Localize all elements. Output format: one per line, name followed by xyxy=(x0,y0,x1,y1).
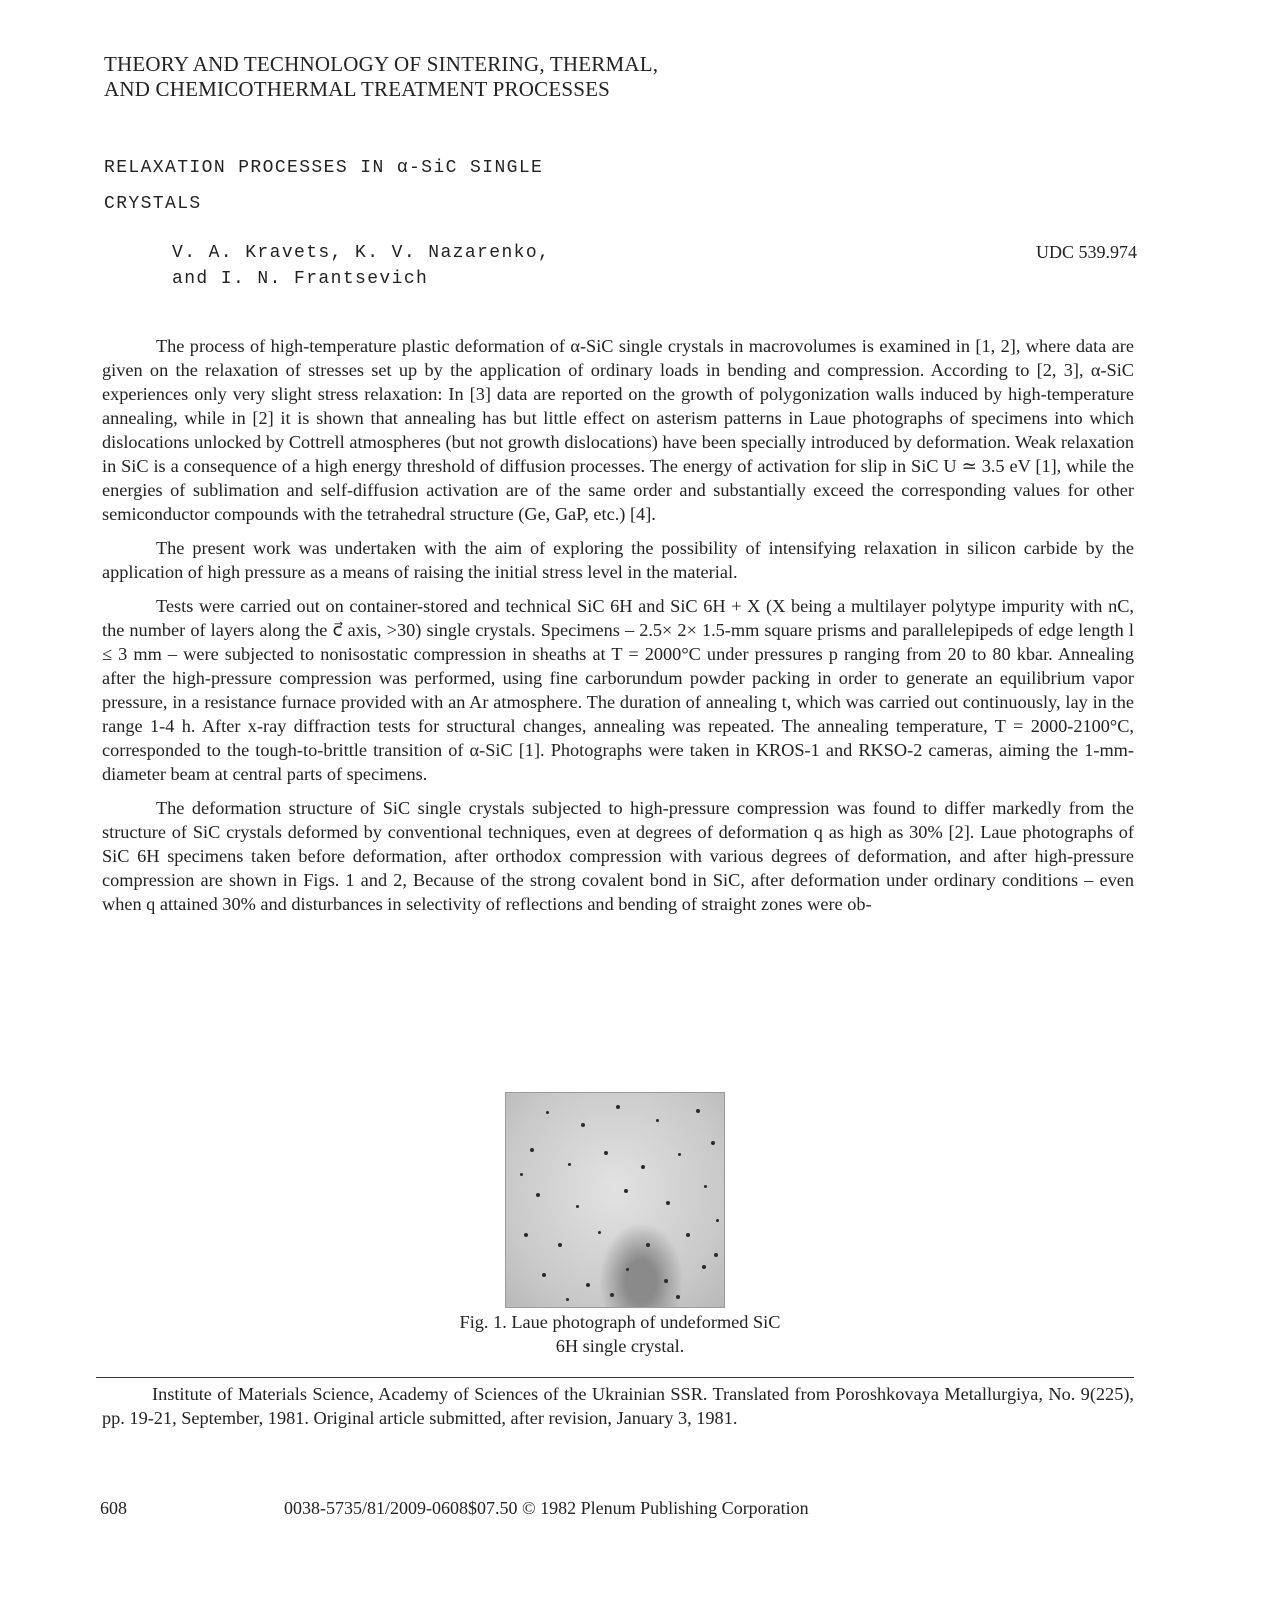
diffraction-spot xyxy=(566,1298,569,1301)
diffraction-spot xyxy=(656,1119,659,1122)
diffraction-spot xyxy=(546,1111,549,1114)
paragraph-2: The present work was undertaken with the aim of exploring the possibility of intensifying relaxation in silicon carbide by the application of high pressure as a means of raising the initial stress level in the material. xyxy=(102,538,1134,582)
article-title-line-2: CRYSTALS xyxy=(104,194,202,214)
diffraction-spot xyxy=(520,1173,523,1176)
figure-caption-line-2: 6H single crystal. xyxy=(555,1336,685,1356)
diffraction-spot xyxy=(714,1253,718,1257)
paragraph-1: The process of high-temperature plastic deformation of α-SiC single crystals in macrovolumes is examined in [1, 2], where data are given on the relaxation of stresses set up by the application of ordinary loads in bending and compression. According to [2, 3], α-SiC experiences only very slight stress relaxation: In [3] data are reported on the growth of polygonization walls induced by high-temperature annealing, while in [2] it is shown that annealing has but little effect on asterism patterns in Laue photographs of specimens into which dislocations unlocked by Cottrell atmospheres (but not growth dislocations) have been specially introduced by deformation. Weak relaxation in SiC is a consequence of a high energy threshold of diffusion processes. The energy of activation for slip in SiC U ≃ 3.5 eV [1], while the energies of sublimation and self-diffusion activation are of the same order and substantially exceed the corresponding values for other semiconductor compounds with the tetrahedral structure (Ge, GaP, etc.) [4]. xyxy=(102,336,1134,524)
diffraction-spot xyxy=(704,1185,707,1188)
diffraction-spot xyxy=(524,1233,528,1237)
diffraction-spot xyxy=(676,1295,680,1299)
diffraction-spot xyxy=(581,1123,585,1127)
section-heading-line-1: THEORY AND TECHNOLOGY OF SINTERING, THERMAL, xyxy=(104,52,659,76)
article-body xyxy=(102,334,1134,926)
diffraction-spot xyxy=(568,1163,571,1166)
section-heading-line-2: AND CHEMICOTHERMAL TREATMENT PROCESSES xyxy=(104,77,611,101)
udc-code: UDC 539.974 xyxy=(1035,242,1137,262)
footnote-text: Institute of Materials Science, Academy of Sciences of the Ukrainian SSR. Translated from Poroshkovaya Metallurgiya, No. 9(225), pp. 19-21, September, 1981. Original article submitted, after revision, January 3, 1981. xyxy=(102,1384,1134,1428)
authors-line-1: V. A. Kravets, K. V. Nazarenko, xyxy=(172,243,551,263)
footnote-divider xyxy=(96,1377,1134,1378)
laue-photograph-figure xyxy=(505,1092,725,1308)
diffraction-spot xyxy=(664,1279,668,1283)
figure-caption xyxy=(380,1310,860,1358)
diffraction-spot xyxy=(586,1283,590,1287)
figure-caption-line-1: Fig. 1. Laue photograph of undeformed SiC xyxy=(459,1312,781,1332)
paragraph-3: Tests were carried out on container-stored and technical SiC 6H and SiC 6H + X (X being a multilayer polytype impurity with nC, the number of layers along the c⃗ axis, >30) single crystals. Specimens – 2.5× 2× 1.5-mm square prisms and parallelepipeds of edge length l ≤ 3 mm – were subjected to nonisostatic compression in sheaths at T = 2000°C under pressures p ranging from 20 to 80 kbar. Annealing after the high-pressure compression was performed, using fine carborundum powder packing in order to generate an equilibrium vapor pressure, in a resistance furnace provided with an Ar atmosphere. The duration of annealing t, which was carried out continuously, lay in the range 1-4 h. After x-ray diffraction tests for structural changes, annealing was repeated. The annealing temperature, T = 2000-2100°C, corresponded to the tough-to-brittle transition of α-SiC [1]. Photographs were taken in KROS-1 and RKSO-2 cameras, aiming the 1-mm-diameter beam at central parts of specimens. xyxy=(102,596,1134,784)
diffraction-spot xyxy=(542,1273,546,1277)
author-list xyxy=(172,240,772,292)
diffraction-spot xyxy=(610,1293,614,1297)
diffraction-spot xyxy=(598,1231,601,1234)
authors-line-2: and I. N. Frantsevich xyxy=(172,269,429,289)
diffraction-spot xyxy=(641,1165,645,1169)
diffraction-spot xyxy=(646,1243,650,1247)
diffraction-spot xyxy=(666,1201,670,1205)
copyright-line: 0038-5735/81/2009-0608$07.50 © 1982 Plenum Publishing Corporation xyxy=(284,1498,809,1518)
diffraction-spot xyxy=(616,1105,620,1109)
diffraction-spot xyxy=(686,1233,690,1237)
footnote xyxy=(102,1382,1134,1430)
diffraction-spot xyxy=(536,1193,540,1197)
diffraction-spot xyxy=(711,1141,715,1145)
diffraction-spot xyxy=(626,1268,629,1271)
diffraction-spot xyxy=(702,1265,706,1269)
diffraction-spot xyxy=(716,1219,719,1222)
article-title xyxy=(104,150,804,222)
diffraction-spot xyxy=(624,1189,628,1193)
diffraction-spot xyxy=(678,1153,681,1156)
diffraction-spot xyxy=(696,1109,700,1113)
diffraction-spot xyxy=(604,1151,608,1155)
page-number: 608 xyxy=(100,1498,127,1518)
diffraction-spot xyxy=(576,1205,579,1208)
paragraph-4: The deformation structure of SiC single crystals subjected to high-pressure compression was found to differ markedly from the structure of SiC crystals deformed by conventional techniques, even at degrees of deformation q as high as 30% [2]. Laue photographs of SiC 6H specimens taken before deformation, after orthodox compression with various degrees of deformation, and after high-pressure compression are shown in Figs. 1 and 2, Because of the strong covalent bond in SiC, after deformation under ordinary conditions – even when q attained 30% and disturbances in selectivity of reflections and bending of straight zones were ob- xyxy=(102,798,1134,914)
section-heading xyxy=(104,52,804,102)
article-title-line-1: RELAXATION PROCESSES IN α-SiC SINGLE xyxy=(104,158,544,178)
diffraction-spot xyxy=(530,1148,534,1152)
diffraction-spot xyxy=(558,1243,562,1247)
